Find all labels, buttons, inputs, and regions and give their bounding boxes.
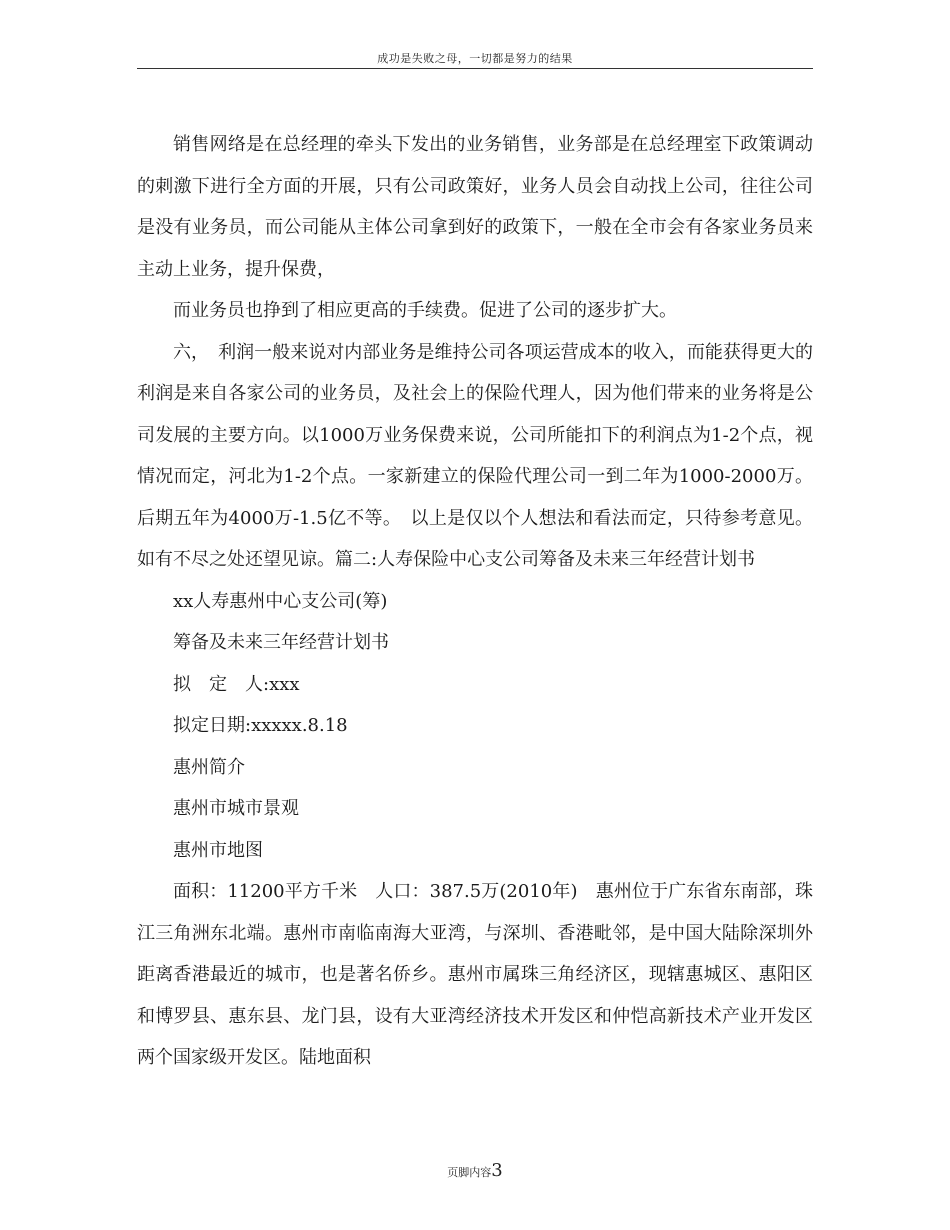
paragraph-profit: 六， 利润一般来说对内部业务是维持公司各项运营成本的收入，而能获得更大的利润是来自各家公司的业务员，及社会上的保险代理人，因为他们带来的业务将是公司发展的主要方向。以1000万业务保费来说，公司所能扣下的利润点为1-2个点，视情况而定，河北为1-2个点。一家新建立的保险代理公司一到二年为1000-2000万。后期五年为4000万-1.5亿不等。 以上是仅以个人想法和看法而定，只待参考意见。如有不尽之处还望见谅。篇二:人寿保险中心支公司筹备及未来三年经营计划书 (137, 341, 813, 570)
line-company-name: xx人寿惠州中心支公司(筹) (173, 590, 388, 612)
header-divider (137, 68, 813, 69)
line-date: 拟定日期:xxxxx.8.18 (173, 715, 348, 736)
line-author: 拟 定 人:xxx (173, 673, 300, 695)
footer-label: 页脚内容 (447, 1166, 492, 1179)
line-plan-title: 筹备及未来三年经营计划书 (173, 632, 389, 653)
page-header: 成功是失败之母，一切都是努力的结果 (377, 52, 573, 65)
document-body (137, 124, 813, 1079)
line-huizhou-intro: 惠州简介 (173, 756, 245, 778)
page-footer (0, 1160, 950, 1181)
paragraph-area-population: 面积：11200平方千米 人口：387.5万(2010年) 惠州位于广东省东南部，珠江三角洲东北端。惠州市南临南海大亚湾，与深圳、香港毗邻，是中国大陆除深圳外距离香港最近的城市，也是著名侨乡。惠州市属珠三角经济区，现辖惠城区、惠阳区和博罗县、惠东县、龙门县，设有大亚湾经济技术开发区和仲恺高新技术产业开发区两个国家级开发区。陆地面积 (137, 881, 813, 1068)
paragraph-sales-network: 销售网络是在总经理的牵头下发出的业务销售，业务部是在总经理室下政策调动的刺激下进行全方面的开展，只有公司政策好，业务人员会自动找上公司，往往公司是没有业务员，而公司能从主体公司拿到好的政策下，一般在全市会有各家业务员来主动上业务，提升保费， (137, 134, 813, 280)
paragraph-commission: 而业务员也挣到了相应更高的手续费。促进了公司的逐步扩大。 (173, 300, 677, 321)
page-number: 3 (491, 1160, 503, 1181)
line-city-view: 惠州市城市景观 (173, 798, 299, 819)
line-city-map: 惠州市地图 (173, 839, 263, 861)
